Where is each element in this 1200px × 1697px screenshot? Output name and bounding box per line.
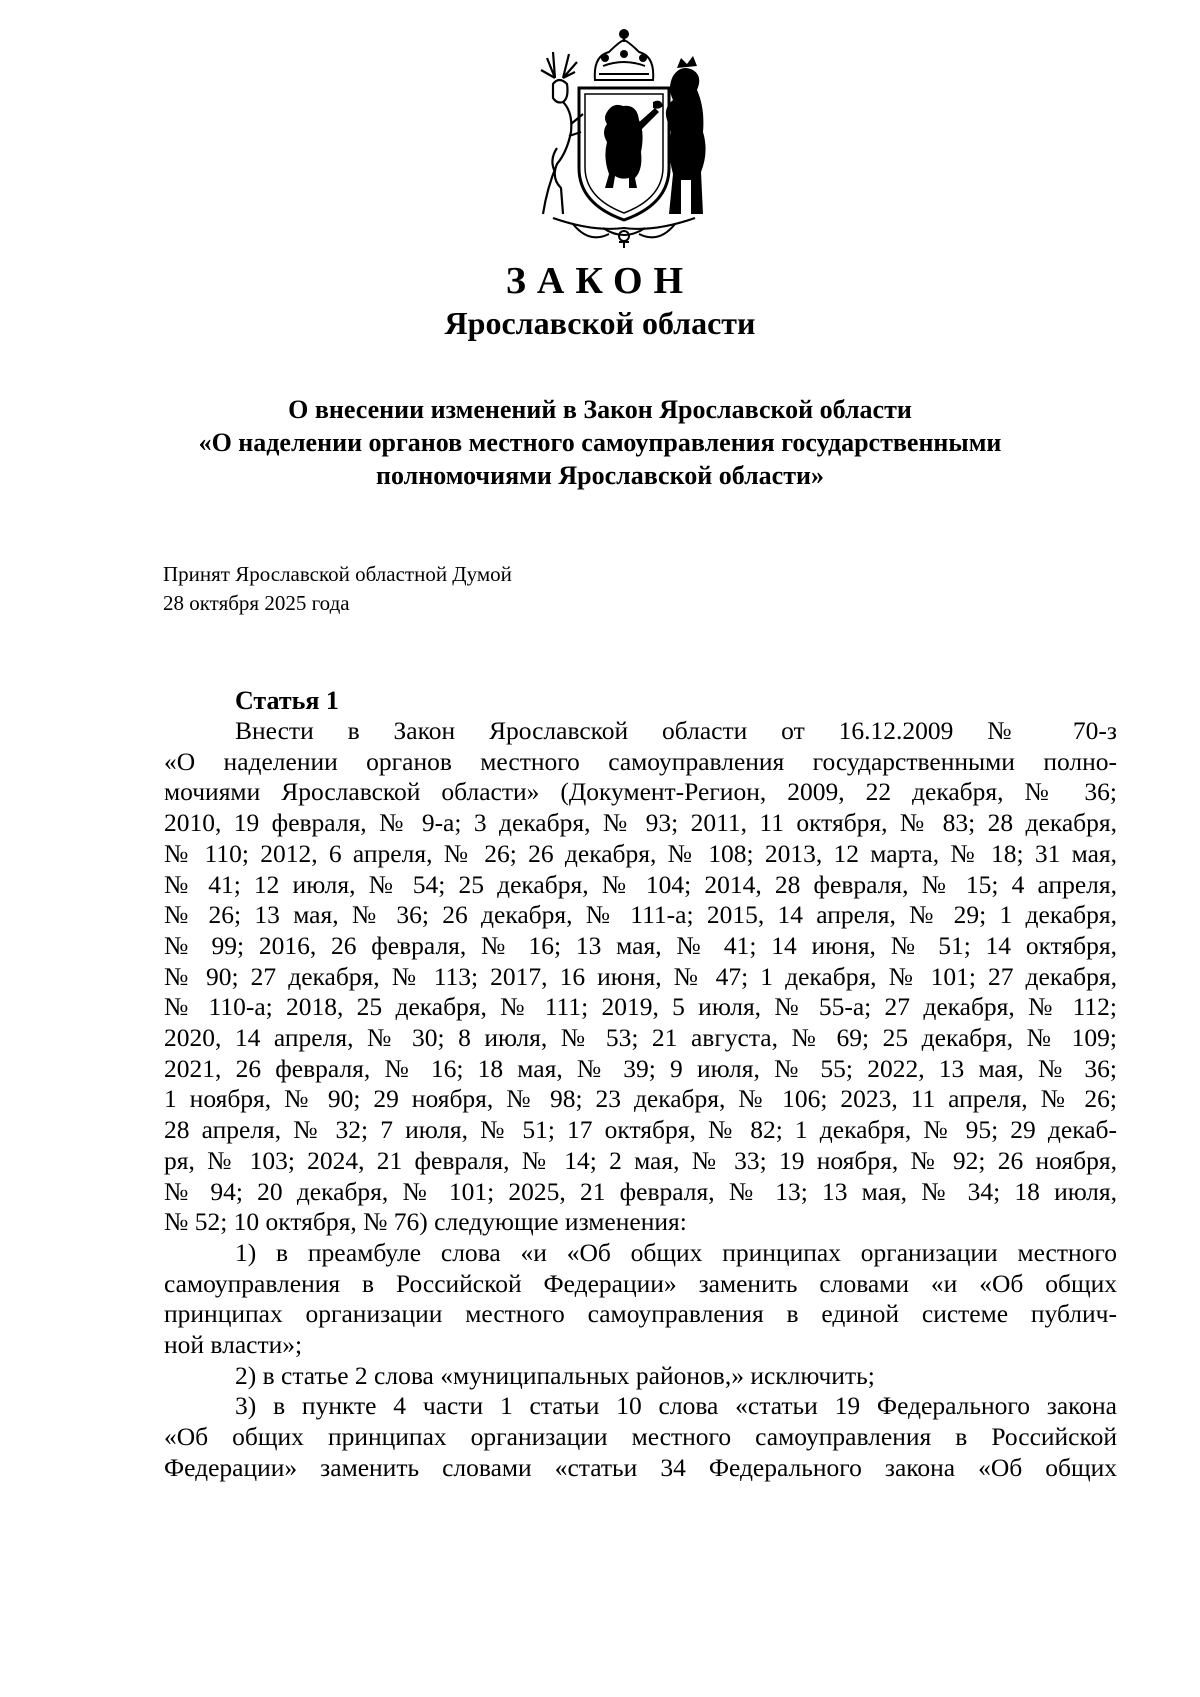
text-line: 28 апреля, № 32; 7 июля, № 51; 17 октября, № 82; 1 декабря, № 95; 29 декаб-: [164, 1115, 1117, 1145]
text-line: Федерации» заменить словами «статьи 34 Федерального закона «Об общих: [164, 1452, 1117, 1482]
text-line: 3) в пункте 4 части 1 статьи 10 слова «статьи 19 Федерального закона: [235, 1391, 1117, 1421]
text-line: 2021, 26 февраля, № 16; 18 мая, № 39; 9 июля, № 55; 2022, 13 мая, № 36;: [164, 1053, 1117, 1083]
text-line: 2020, 14 апреля, № 30; 8 июля, № 53; 21 августа, № 69; 25 декабря, № 109;: [164, 1023, 1117, 1053]
text-line: Внести в Закон Ярославской области от 16.12.2009 № 70-з: [235, 716, 1117, 745]
text-line: 1) в преамбуле слова «и «Об общих принципах организации местного: [235, 1237, 1117, 1267]
text-line: № 26; 13 мая, № 36; 26 декабря, № 111-а; 2015, 14 апреля, № 29; 1 декабря,: [164, 900, 1117, 930]
text-line: № 99; 2016, 26 февраля, № 16; 13 мая, № 41; 14 июня, № 51; 14 октября,: [164, 930, 1117, 960]
coat-of-arms-yaroslavl-icon: [533, 28, 715, 250]
adoption-note: [163, 560, 512, 618]
text-line: 2) в статье 2 слова «муниципальных районов,» исключить;: [235, 1360, 875, 1390]
text-line: № 110; 2012, 6 апреля, № 26; 26 декабря, № 108; 2013, 12 марта, № 18; 31 мая,: [164, 838, 1117, 868]
law-title: ЗАКОН: [505, 260, 695, 302]
text-line: «Об общих принципах организации местного самоуправления в Российской: [164, 1422, 1117, 1452]
text-line: № 52; 10 октября, № 76) следующие изменения:: [164, 1207, 687, 1237]
subject-line: О внесении изменений в Закон Ярославской области: [288, 395, 912, 424]
text-line: № 90; 27 декабря, № 113; 2017, 16 июня, № 47; 1 декабря, № 101; 27 декабря,: [164, 961, 1117, 991]
text-line: мочиями Ярославской области» (Документ-Регион, 2009, 22 декабря, № 36;: [164, 777, 1117, 807]
subject-line: «О наделении органов местного самоуправления государственными: [198, 428, 1002, 457]
text-line: № 94; 20 декабря, № 101; 2025, 21 февраля, № 13; 13 мая, № 34; 18 июля,: [164, 1176, 1117, 1206]
text-line: № 41; 12 июля, № 54; 25 декабря, № 104; 2014, 28 февраля, № 15; 4 апреля,: [164, 869, 1117, 899]
text-line: принципах организации местного самоуправления в единой системе публич-: [164, 1299, 1117, 1329]
article-body: [164, 716, 1117, 1484]
text-line: «О наделении органов местного самоуправления государственными полно-: [164, 746, 1117, 776]
article-heading: Статья 1: [235, 686, 339, 715]
region-title: Ярославской области: [444, 305, 756, 341]
adoption-body: Принят Ярославской областной Думой: [163, 562, 512, 586]
text-line: № 110-а; 2018, 25 декабря, № 111; 2019, 5 июля, № 55-а; 27 декабря, № 112;: [164, 992, 1117, 1022]
adoption-date: 28 октября 2025 года: [163, 591, 350, 615]
text-line: ной власти»;: [164, 1330, 303, 1360]
text-line: 2010, 19 февраля, № 9-а; 3 декабря, № 93; 2011, 11 октября, № 83; 28 декабря,: [164, 808, 1117, 838]
text-line: самоуправления в Российской Федерации» заменить словами «и «Об общих: [164, 1268, 1117, 1298]
text-line: 1 ноября, № 90; 29 ноября, № 98; 23 декабря, № 106; 2023, 11 апреля, № 26;: [164, 1084, 1117, 1114]
text-line: ря, № 103; 2024, 21 февраля, № 14; 2 мая, № 33; 19 ноября, № 92; 26 ноября,: [164, 1145, 1117, 1175]
subject-line: полномочиями Ярославской области»: [376, 461, 824, 490]
law-subject: [0, 393, 1200, 492]
